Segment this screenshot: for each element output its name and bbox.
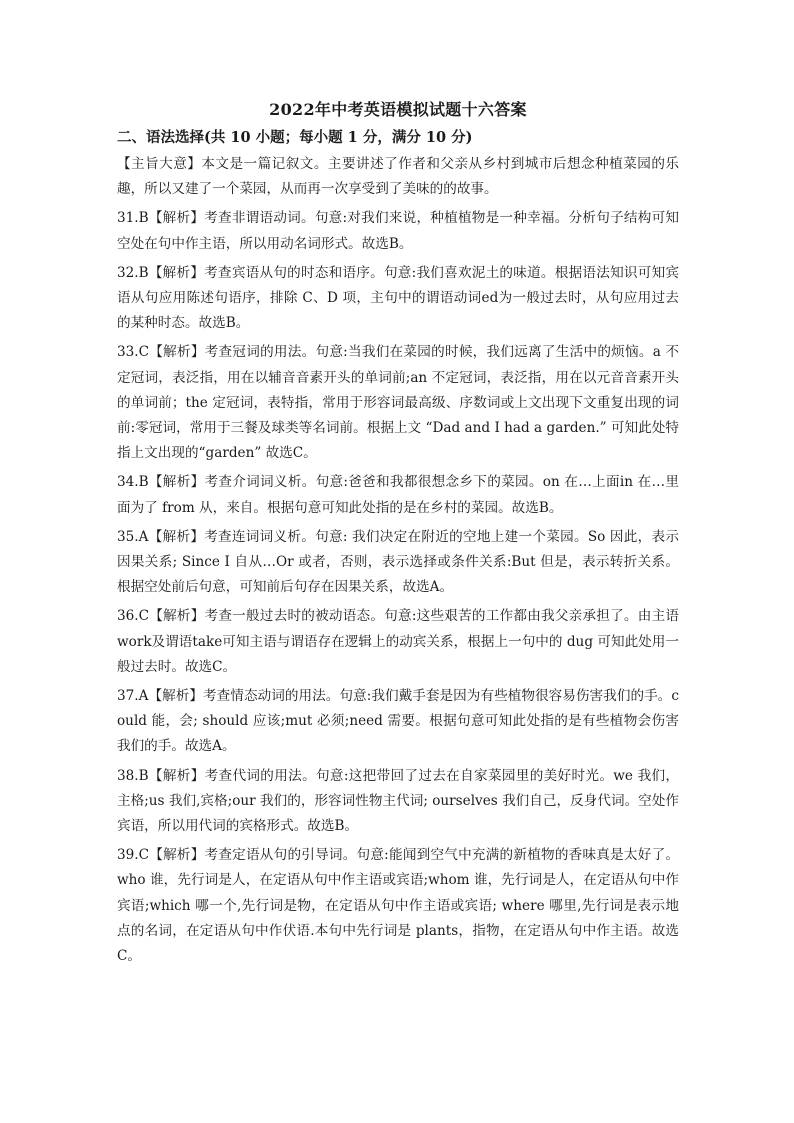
answer-37: 37.A【解析】考查情态动词的用法。句意:我们戴手套是因为有些植物很容易伤害我们的手。could 能，会; should 应该;mut 必须;need 需要。根据句意可知此处指的是有些植物会伤害我们的手。故选A。 <box>117 688 679 755</box>
answer-33: 33.C【解析】考查冠词的用法。句意:当我们在菜园的时候，我们远离了生活中的烦恼。a 不定冠词，表泛指，用在以辅音音素开头的单词前;an 不定冠词，表泛指，用在以元音音素开头的单词前；the 定冠词，表特指，常用于形容词最高级、序数词或上文出现下文重复出现的词前:零冠词，常用于三餐及球类等名词前。根据上文 “Dad and I had a garden.” 可知此处特指上文出现的“garden” 故选C。 <box>117 344 679 462</box>
answer-page <box>117 98 679 973</box>
answer-38: 38.B【解析】考查代词的用法。句意:这把带回了过去在自家菜园里的美好时光。we 我们，主格;us 我们,宾格;our 我们的，形容词性物主代词; ourselves 我们自己，反身代词。空处作宾语，所以用代词的宾格形式。故选B。 <box>117 767 679 835</box>
answer-34: 34.B【解析】考查介词词义析。句意:爸爸和我都很想念乡下的菜园。on 在…上面in 在…里面为了 from 从，来自。根据句意可知此处指的是在乡村的菜园。故选B。 <box>117 474 679 516</box>
section-heading: 二、语法选择(共 10 小题；每小题 1 分，满分 10 分) <box>117 129 473 146</box>
answer-31: 31.B【解析】考查非谓语动词。句意:对我们来说，种植植物是一种幸福。分析句子结构可知空处在句中作主语，所以用动名词形式。故选B。 <box>117 210 679 252</box>
answer-36: 36.C【解析】考查一般过去时的被动语态。句意:这些艰苦的工作都由我父亲承担了。由主语work及谓语take可知主语与谓语存在逻辑上的动宾关系，根据上一句中的 dug 可知此处用一般过去时。故选C。 <box>117 608 679 675</box>
answer-32: 32.B【解析】考查宾语从句的时态和语序。句意:我们喜欢泥土的味道。根据语法知识可知宾语从句应用陈述句语序，排除 C、D 项，主句中的谓语动词ed为一般过去时，从句应用过去的某种时态。故选B。 <box>117 264 679 332</box>
answer-39: 39.C【解析】考查定语从句的引导词。句意:能闻到空气中充满的新植物的香味真是太好了。who 谁，先行词是人，在定语从句中作主语或宾语;whom 谁，先行词是人，在定语从句中作宾语;which 哪一个,先行词是物，在定语从句中作主语或宾语; where 哪里,先行词是表示地点的名词，在定语从句中作伏语.本句中先行词是 plants，指物，在定语从句中作主语。故选C。 <box>117 847 679 965</box>
answer-35: 35.A【解析】考查连词词义析。句意: 我们决定在附近的空地上建一个菜园。So 因此，表示因果关系; Since I 自从…Or 或者，否则，表示选择或条件关系:But 但是，表示转折关系。根据空处前后句意，可知前后句存在因果关系，故选A。 <box>117 528 679 596</box>
document-title: 2022年中考英语模拟试题十六答案 <box>269 100 527 119</box>
main-idea-paragraph: 【主旨大意】本文是一篇记叙文。主要讲述了作者和父亲从乡村到城市后想念种植菜园的乐趣，所以又建了一个菜园，从而再一次享受到了美味的的故事。 <box>117 156 679 198</box>
